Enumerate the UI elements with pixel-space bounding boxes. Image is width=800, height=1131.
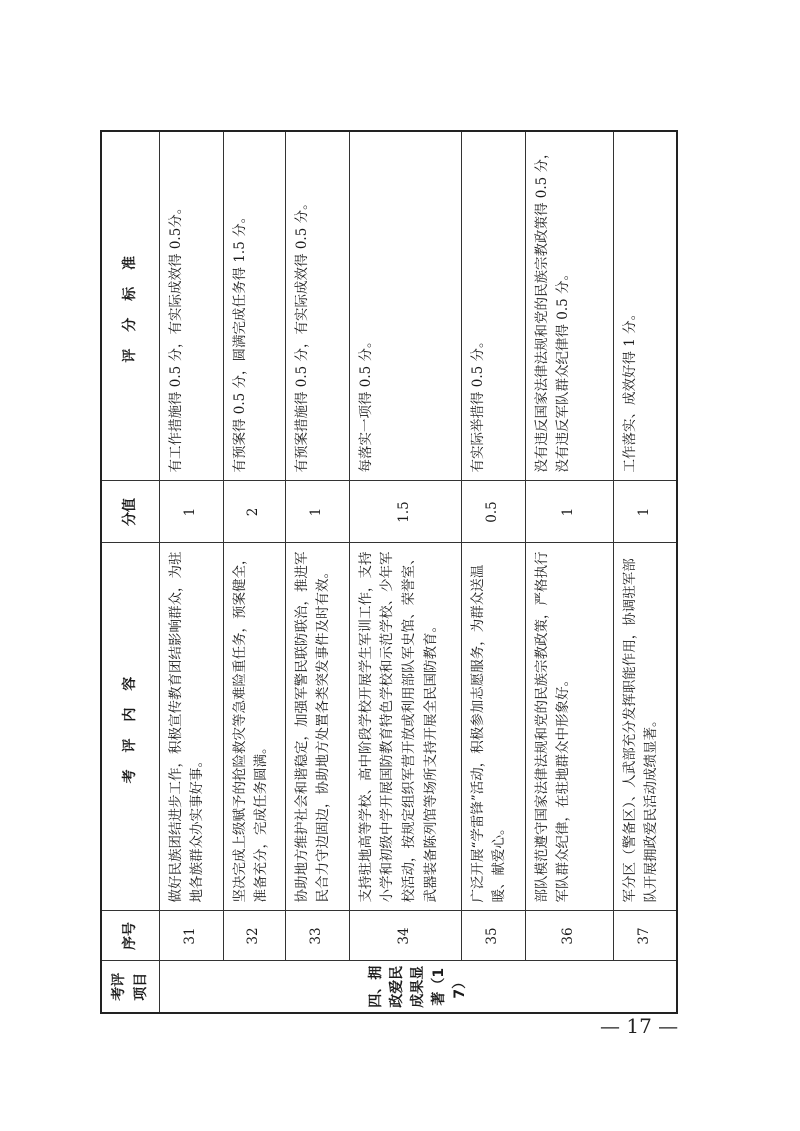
table-header-row: [101, 131, 159, 1013]
row-criteria: 有预案得 0.5 分，圆满完成任务得 1.5 分。: [223, 131, 285, 481]
row-score: 1: [613, 481, 677, 543]
row-number: 34: [349, 911, 461, 961]
row-content: 军分区（警备区）、人武部充分发挥职能作用，协调驻军部队开展拥政爱民活动成绩显著。: [613, 543, 677, 911]
row-number: 37: [613, 911, 677, 961]
header-score: 分值: [101, 481, 159, 543]
row-number: 35: [461, 911, 525, 961]
table-row: [525, 131, 613, 1013]
row-number: 36: [525, 911, 613, 961]
row-score: 1: [525, 481, 613, 543]
table-rotator: [100, 132, 678, 1014]
row-number: 33: [285, 911, 349, 961]
row-content: 坚决完成上级赋予的抢险救灾等急难险重任务，预案健全，准备充分，完成任务圆满。: [223, 543, 285, 911]
row-content: 协助地方维护社会和谐稳定，加强军警民联防联治，推进军民合力守边固边，协助地方处置各类突发事件及时有效。: [285, 543, 349, 911]
row-criteria: 没有违反国家法律法规和党的民族宗教政策得 0.5 分，没有违反军队群众纪律得 0.5 分。: [525, 131, 613, 481]
row-number: 31: [159, 911, 223, 961]
table-row: [461, 131, 525, 1013]
page-number: — 17 —: [600, 1014, 679, 1038]
table-row: [159, 131, 223, 1013]
row-score: 2: [223, 481, 285, 543]
row-number: 32: [223, 911, 285, 961]
category-cell: 四、拥政爱民成果显著（17）: [159, 961, 677, 1013]
table-row: [285, 131, 349, 1013]
row-score: 0.5: [461, 481, 525, 543]
row-content: 部队模范遵守国家法律法规和党的民族宗教政策，严格执行军队群众纪律，在驻地群众中形象好。: [525, 543, 613, 911]
rotated-table-frame: [100, 132, 678, 1014]
header-category: 考评项目: [101, 961, 159, 1013]
table-row: [349, 131, 461, 1013]
row-criteria: 有实际举措得 0.5 分。: [461, 131, 525, 481]
row-content: 支持驻地高等学校、高中阶段学校开展学生军训工作，支持小学和初级中学开展国防教育特色学校和示范学校、少年军校活动，按规定组织军营开放或利用部队军史馆、荣誉室、武器装备陈列馆等场所支持开展全民国防教育。: [349, 543, 461, 911]
row-criteria: 每落实一项得 0.5 分。: [349, 131, 461, 481]
row-criteria: 有预案措施得 0.5 分，有实际成效得 0.5 分。: [285, 131, 349, 481]
row-content: 广泛开展“学雷锋”活动，积极参加志愿服务，为群众送温暖、献爱心。: [461, 543, 525, 911]
row-score: 1.5: [349, 481, 461, 543]
evaluation-table: [100, 130, 678, 1014]
row-score: 1: [285, 481, 349, 543]
row-score: 1: [159, 481, 223, 543]
table-row: [223, 131, 285, 1013]
header-number: 序号: [101, 911, 159, 961]
row-criteria: 有工作措施得 0.5 分，有实际成效得 0.5分。: [159, 131, 223, 481]
table-row: [613, 131, 677, 1013]
header-criteria: 评 分 标 准: [101, 131, 159, 481]
row-criteria: 工作落实、成效好得 1 分。: [613, 131, 677, 481]
header-content: 考 评 内 容: [101, 543, 159, 911]
row-content: 做好民族团结进步工作，积极宣传教育团结影响群众，为驻地各族群众办实事好事。: [159, 543, 223, 911]
